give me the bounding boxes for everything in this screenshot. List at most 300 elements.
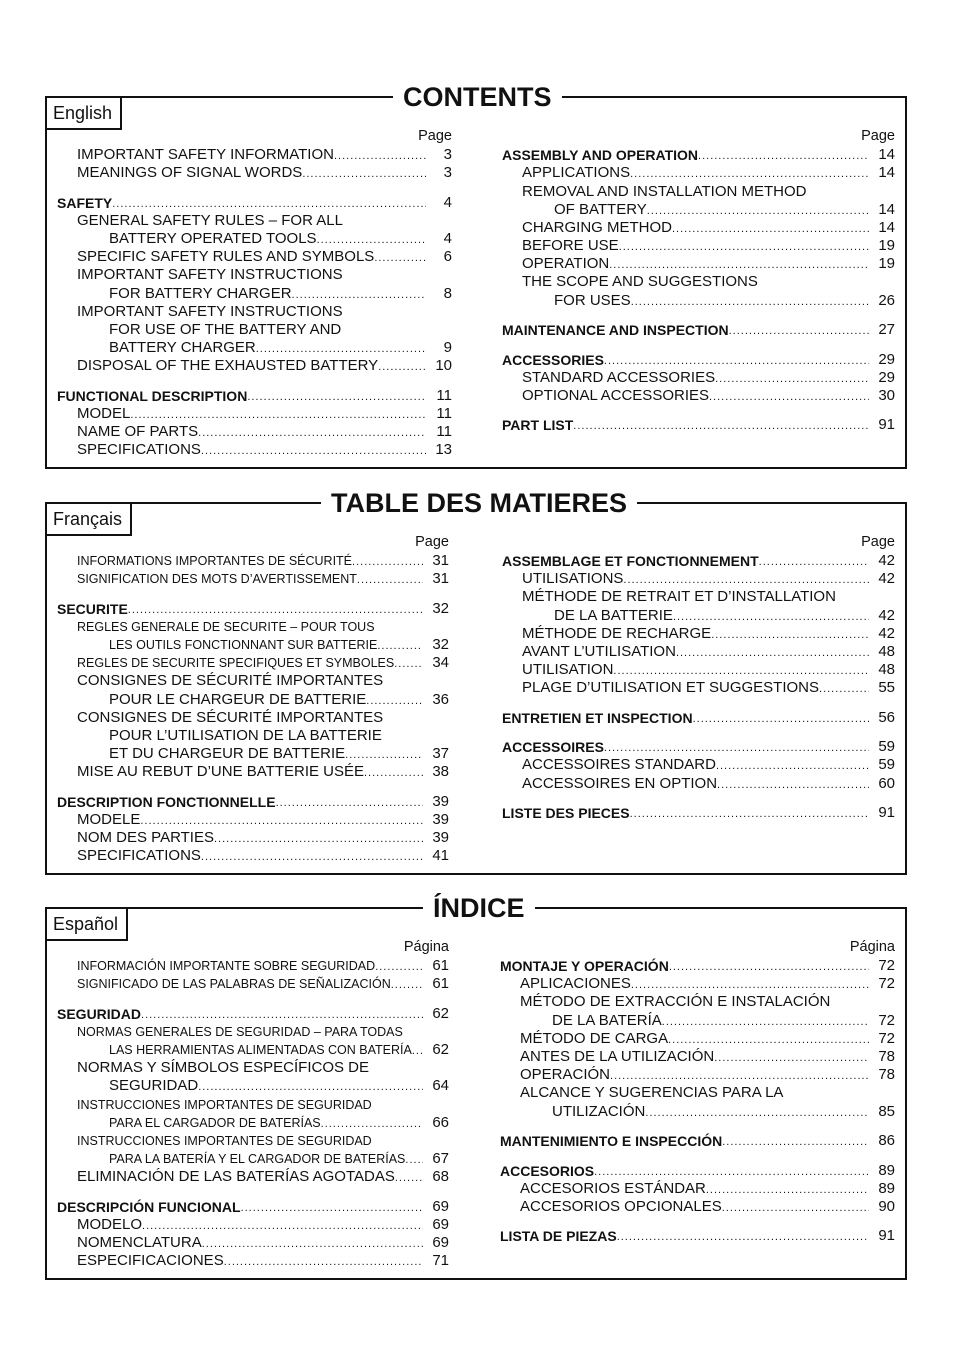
- toc-entry-page: 36: [432, 691, 449, 708]
- toc-entry-page: 78: [878, 1066, 895, 1083]
- toc-entry-title: INSTRUCCIONES IMPORTANTES DE SEGURIDAD: [77, 1134, 372, 1148]
- toc-entry-page: 39: [432, 829, 449, 846]
- toc-entry-title: INFORMACIÓN IMPORTANTE SOBRE SEGURIDAD: [77, 959, 376, 973]
- toc-entry-page: 59: [878, 738, 895, 755]
- toc-entry-page: 48: [878, 661, 895, 678]
- toc-entry-title: FOR USE OF THE BATTERY AND: [109, 321, 342, 338]
- toc-entry-specifications: [57, 847, 449, 865]
- toc-entry-title: MODEL: [77, 405, 131, 422]
- dot-leader: [383, 709, 423, 727]
- toc-entry-page: 61: [432, 975, 449, 992]
- toc-entry-title: LAS HERRAMIENTAS ALIMENTADAS CON BATERÍA: [109, 1043, 412, 1057]
- toc-entry-title: ACCESSOIRES STANDARD: [522, 756, 716, 773]
- toc-entry-alcance-y-sugerencias-para-la: [500, 1084, 895, 1102]
- page-column-label: Page: [861, 128, 895, 144]
- toc-entry-title: NORMAS GENERALES DE SEGURIDAD – PARA TODAS: [77, 1025, 403, 1039]
- toc-entry-utilisation: [502, 661, 895, 679]
- dot-leader: [669, 957, 869, 975]
- toc-entry-before-use: [502, 237, 895, 255]
- dot-leader: [256, 339, 426, 357]
- toc-entry-page: [869, 588, 895, 606]
- toc-entry-meanings-of-signal-words: [57, 164, 452, 182]
- toc-entry-important-safety-instructions: [57, 303, 452, 321]
- dot-leader: [198, 423, 426, 441]
- toc-entry-page: 14: [878, 164, 895, 181]
- dot-leader: [630, 164, 869, 182]
- toc-entry-title: DESCRIPCIÓN FUNCIONAL: [57, 1199, 241, 1215]
- toc-entry-page: 32: [432, 600, 449, 617]
- toc-entry-specific-safety-rules-and-symbols: [57, 248, 452, 266]
- dot-leader: [321, 1114, 423, 1132]
- dot-leader: [662, 1012, 869, 1030]
- toc-entry-pour-l-utilisation-de-la-batterie: [57, 727, 449, 745]
- toc-entry-title: SAFETY: [57, 195, 113, 211]
- toc-entry-disposal-of-the-exhausted-battery: [57, 357, 452, 375]
- dot-leader: [819, 679, 869, 697]
- toc-entry-normas-generales-de-seguridad-para-todas: [57, 1023, 449, 1041]
- toc-entry-page: 59: [878, 756, 895, 773]
- toc-entry-page: 31: [432, 570, 449, 587]
- toc-entry-title: SEGURIDAD: [109, 1077, 199, 1094]
- toc-entry-page: 68: [432, 1168, 449, 1185]
- toc-right-column: [500, 937, 895, 1277]
- dot-leader: [610, 1066, 869, 1084]
- toc-entry-page: 13: [435, 441, 452, 458]
- toc-entry-page: [426, 321, 452, 339]
- toc-entry-title: IMPORTANT SAFETY INSTRUCTIONS: [77, 266, 343, 283]
- toc-entry-title: NAME OF PARTS: [77, 423, 199, 440]
- toc-entry-utilizacion: [500, 1103, 895, 1121]
- toc-entry-page: 29: [878, 351, 895, 368]
- toc-entry-instrucciones-importantes-de-seguridad: [57, 1096, 449, 1114]
- toc-entry-title: LES OUTILS FONCTIONNANT SUR BATTERIE: [109, 638, 378, 652]
- dot-leader: [372, 1132, 423, 1150]
- toc-entry-descripcion-funcional: [57, 1198, 449, 1216]
- dot-leader: [395, 1168, 423, 1186]
- toc-entry-title: ACCESSORIES: [502, 352, 604, 368]
- dot-leader: [341, 321, 426, 339]
- language-label: Français: [47, 504, 132, 536]
- toc-entry-title: IMPORTANT SAFETY INSTRUCTIONS: [77, 303, 343, 320]
- toc-entry-normas-y-simbolos-especificos-de: [57, 1059, 449, 1077]
- toc-entry-page: 26: [878, 292, 895, 309]
- dot-leader: [759, 552, 869, 570]
- toc-entry-title: MODELO: [77, 1216, 143, 1233]
- dot-leader: [722, 1198, 869, 1216]
- toc-entry-page: 41: [432, 847, 449, 864]
- toc-entry-title: MAINTENANCE AND INSPECTION: [502, 322, 729, 338]
- toc-entry-page: 67: [432, 1150, 449, 1167]
- toc-entry-title: GENERAL SAFETY RULES – FOR ALL: [77, 212, 343, 229]
- toc-entry-les-outils-fonctionnant-sur-batterie: [57, 636, 449, 654]
- toc-entry-title: CONSIGNES DE SÉCURITÉ IMPORTANTES: [77, 672, 384, 689]
- toc-entry-title: AVANT L’UTILISATION: [522, 643, 676, 660]
- toc-entry-title: CHARGING METHOD: [522, 219, 672, 236]
- dot-leader: [717, 775, 869, 793]
- language-label: Español: [47, 909, 128, 941]
- toc-entry-title: SPECIFIC SAFETY RULES AND SYMBOLS: [77, 248, 375, 265]
- toc-entry-for-use-of-the-battery-and: [57, 321, 452, 339]
- toc-entry-page: 11: [436, 423, 452, 440]
- toc-entry-page: 38: [432, 763, 449, 780]
- dot-leader: [594, 1162, 869, 1180]
- toc-entry-title: NOMENCLATURA: [77, 1234, 202, 1251]
- toc-entry-utilisations: [502, 570, 895, 588]
- toc-entry-title: DISPOSAL OF THE EXHAUSTED BATTERY: [77, 357, 379, 374]
- toc-entry-title: MÉTHODE DE RECHARGE: [522, 625, 712, 642]
- toc-entry-page: 72: [878, 975, 895, 992]
- toc-entry-page: 69: [432, 1234, 449, 1251]
- toc-entry-page: 32: [432, 636, 449, 653]
- toc-entry-title: INSTRUCCIONES IMPORTANTES DE SEGURIDAD: [77, 1098, 372, 1112]
- toc-entry-model: [57, 405, 452, 423]
- toc-entry-title: ALCANCE Y SUGERENCIAS PARA LA: [520, 1084, 784, 1101]
- toc-entry-page: 69: [432, 1216, 449, 1233]
- dot-leader: [352, 552, 423, 570]
- dot-leader: [224, 1252, 423, 1270]
- page-column-label: Página: [849, 939, 895, 955]
- dot-leader: [112, 194, 426, 212]
- toc-entry-de-la-batterie: [502, 607, 895, 625]
- toc-entry-charging-method: [502, 219, 895, 237]
- toc-entry-methode-de-recharge: [502, 625, 895, 643]
- dot-leader: [836, 588, 869, 606]
- dot-leader: [366, 691, 423, 709]
- dot-leader: [711, 625, 869, 643]
- dot-leader: [141, 1005, 423, 1023]
- toc-entry-plage-d-utilisation-et-suggestions: [502, 679, 895, 697]
- dot-leader: [369, 1059, 423, 1077]
- toc-entry-montaje-y-operacion: [500, 957, 895, 975]
- toc-entry-title: INFORMATIONS IMPORTANTES DE SÉCURITÉ: [77, 554, 353, 568]
- toc-entry-seguridad: [57, 1077, 449, 1095]
- dot-leader: [698, 146, 869, 164]
- toc-entry-title: ACCESSOIRES: [502, 739, 604, 755]
- dot-leader: [364, 763, 423, 781]
- toc-entry-page: 39: [432, 811, 449, 828]
- dot-leader: [619, 237, 869, 255]
- toc-entry-title: ACCESSOIRES EN OPTION: [522, 775, 718, 792]
- toc-entry-page: 6: [443, 248, 452, 265]
- toc-entry-accessoires-standard: [502, 756, 895, 774]
- toc-entry-avant-l-utilisation: [502, 643, 895, 661]
- toc-entry-optional-accessories: [502, 387, 895, 405]
- toc-entry-page: 3: [443, 164, 452, 181]
- toc-entry-informacion-importante-sobre-seguridad: [57, 957, 449, 975]
- dot-leader: [647, 201, 869, 219]
- toc-entry-page: 9: [443, 339, 452, 356]
- toc-entry-page: 42: [878, 607, 895, 624]
- toc-entry-aplicaciones: [500, 975, 895, 993]
- toc-entry-functional-description: [57, 387, 452, 405]
- toc-entry-page: 85: [878, 1103, 895, 1120]
- toc-entry-title: OPERACIÓN: [520, 1066, 611, 1083]
- toc-entry-title: MISE AU REBUT D’UNE BATTERIE USÉE: [77, 763, 364, 780]
- dot-leader: [412, 1041, 423, 1059]
- dot-leader: [357, 570, 423, 588]
- toc-entry-page: [869, 993, 895, 1011]
- dot-leader: [715, 369, 869, 387]
- toc-entry-page: [869, 273, 895, 291]
- toc-entry-page: [426, 266, 452, 284]
- toc-left-column: [57, 126, 452, 466]
- dot-leader: [343, 212, 426, 230]
- dot-leader: [383, 672, 423, 690]
- dot-leader: [693, 709, 869, 727]
- toc-entry-battery-operated-tools: [57, 230, 452, 248]
- toc-entry-title: REMOVAL AND INSTALLATION METHOD: [522, 183, 807, 200]
- dot-leader: [673, 607, 869, 625]
- toc-entry-page: 37: [432, 745, 449, 762]
- toc-entry-important-safety-information: [57, 146, 452, 164]
- toc-entry-page: 55: [878, 679, 895, 696]
- toc-entry-methode-de-retrait-et-d-installation: [502, 588, 895, 606]
- toc-entry-title: NOM DES PARTIES: [77, 829, 214, 846]
- toc-entry-for-battery-charger: [57, 285, 452, 303]
- toc-entry-title: MÉTODO DE CARGA: [520, 1030, 669, 1047]
- toc-entry-entretien-et-inspection: [502, 709, 895, 727]
- toc-entry-title: PLAGE D’UTILISATION ET SUGGESTIONS: [522, 679, 820, 696]
- dot-leader: [292, 285, 426, 303]
- toc-entry-title: ACCESORIOS OPCIONALES: [520, 1198, 722, 1215]
- toc-entry-title: FUNCTIONAL DESCRIPTION: [57, 388, 248, 404]
- dot-leader: [604, 351, 869, 369]
- toc-entry-eliminacion-de-las-baterias-agotadas: [57, 1168, 449, 1186]
- toc-entry-page: 42: [878, 625, 895, 642]
- dot-leader: [375, 957, 423, 975]
- toc-section-french: [45, 488, 907, 875]
- toc-entry-page: 64: [432, 1077, 449, 1094]
- toc-entry-page: 72: [878, 957, 895, 974]
- toc-entry-page: 29: [878, 369, 895, 386]
- toc-entry-operation: [502, 255, 895, 273]
- toc-entry-page: 39: [432, 793, 449, 810]
- dot-leader: [382, 727, 423, 745]
- toc-entry-regles-de-securite-specifiques-et-symboles: [57, 654, 449, 672]
- dot-leader: [343, 266, 426, 284]
- dot-leader: [391, 975, 423, 993]
- toc-entry-operacion: [500, 1066, 895, 1084]
- page-column-label: Page: [418, 128, 452, 144]
- dot-leader: [623, 570, 869, 588]
- toc-entry-title: APLICACIONES: [520, 975, 631, 992]
- dot-leader: [405, 1150, 423, 1168]
- toc-entry-title: PART LIST: [502, 417, 574, 433]
- toc-entry-assembly-and-operation: [502, 146, 895, 164]
- toc-section-english: [45, 82, 907, 469]
- toc-entry-page: 62: [432, 1041, 449, 1058]
- dot-leader: [630, 804, 869, 822]
- toc-entry-page: 34: [432, 654, 449, 671]
- dot-leader: [372, 1096, 423, 1114]
- toc-entry-pour-le-chargeur-de-batterie: [57, 691, 449, 709]
- dot-leader: [714, 1048, 869, 1066]
- dot-leader: [403, 1023, 423, 1041]
- toc-entry-title: SPECIFICATIONS: [77, 441, 201, 458]
- dot-leader: [729, 321, 869, 339]
- toc-entry-title: REGLES DE SECURITE SPECIFIQUES ET SYMBOLES: [77, 656, 395, 670]
- dot-leader: [374, 248, 426, 266]
- toc-entry-consignes-de-securite-importantes: [57, 709, 449, 727]
- toc-entry-page: 11: [436, 405, 452, 422]
- toc-entry-page: 42: [878, 570, 895, 587]
- dot-leader: [142, 1216, 423, 1234]
- toc-entry-accessories: [502, 351, 895, 369]
- toc-entry-mise-au-rebut-d-une-batterie-usee: [57, 763, 449, 781]
- toc-entry-title: STANDARD ACCESSORIES: [522, 369, 716, 386]
- toc-entry-securite: [57, 600, 449, 618]
- toc-entry-page: 14: [878, 201, 895, 218]
- toc-entry-page: 72: [878, 1030, 895, 1047]
- toc-entry-consignes-de-securite-importantes: [57, 672, 449, 690]
- toc-entry-page: 72: [878, 1012, 895, 1029]
- toc-entry-title: SIGNIFICADO DE LAS PALABRAS DE SEÑALIZACIÓN: [77, 977, 391, 991]
- page-column-label: Page: [861, 534, 895, 550]
- dot-leader: [343, 303, 426, 321]
- toc-entry-title: NORMAS Y SÍMBOLOS ESPECÍFICOS DE: [77, 1059, 370, 1076]
- toc-entry-title: FOR USES: [554, 292, 631, 309]
- dot-leader: [128, 600, 423, 618]
- toc-left-column: [57, 532, 449, 872]
- dot-leader: [631, 975, 869, 993]
- dot-leader: [198, 1077, 423, 1095]
- toc-entry-title: SIGNIFICATION DES MOTS D’AVERTISSEMENT: [77, 572, 357, 586]
- toc-entry-page: 4: [443, 194, 452, 211]
- toc-entry-page: 91: [878, 416, 895, 433]
- toc-entry-page: 62: [432, 1005, 449, 1022]
- dot-leader: [722, 1132, 869, 1150]
- toc-entry-specifications: [57, 441, 452, 459]
- dot-leader: [140, 811, 423, 829]
- section-title: ÍNDICE: [423, 893, 535, 923]
- toc-entry-para-el-cargador-de-baterias: [57, 1114, 449, 1132]
- toc-entry-title: OPTIONAL ACCESSORIES: [522, 387, 709, 404]
- toc-entry-title: LISTA DE PIEZAS: [500, 1228, 617, 1244]
- toc-entry-title: FOR BATTERY CHARGER: [109, 285, 292, 302]
- toc-entry-title: UTILISATIONS: [522, 570, 624, 587]
- toc-entry-accessoires-en-option: [502, 775, 895, 793]
- toc-entry-title: MÉTHODE DE RETRAIT ET D’INSTALLATION: [522, 588, 836, 605]
- toc-entry-page: [423, 1096, 449, 1114]
- toc-entry-page: [423, 1059, 449, 1077]
- toc-entry-page: [423, 1132, 449, 1150]
- toc-entry-page: 8: [443, 285, 452, 302]
- toc-right-column: [502, 126, 895, 466]
- toc-entry-title: CONSIGNES DE SÉCURITÉ IMPORTANTES: [77, 709, 384, 726]
- toc-entry-page: 78: [878, 1048, 895, 1065]
- toc-entry-part-list: [502, 416, 895, 434]
- toc-entry-mantenimiento-e-inspeccion: [500, 1132, 895, 1150]
- toc-entry-applications: [502, 164, 895, 182]
- toc-entry-title: SPECIFICATIONS: [77, 847, 201, 864]
- toc-entry-page: 14: [878, 146, 895, 163]
- toc-entry-title: BEFORE USE: [522, 237, 619, 254]
- dot-leader: [201, 441, 426, 459]
- toc-entry-title: PARA LA BATERÍA Y EL CARGADOR DE BATERÍAS: [109, 1152, 406, 1166]
- toc-entry-title: THE SCOPE AND SUGGESTIONS: [522, 273, 758, 290]
- toc-entry-title: ASSEMBLY AND OPERATION: [502, 147, 699, 163]
- toc-entry-liste-des-pieces: [502, 804, 895, 822]
- dot-leader: [201, 847, 423, 865]
- toc-entry-title: ANTES DE LA UTILIZACIÓN: [520, 1048, 715, 1065]
- toc-entry-assemblage-et-fonctionnement: [502, 552, 895, 570]
- toc-entry-page: [423, 672, 449, 690]
- dot-leader: [214, 829, 423, 847]
- toc-entry-modelo: [57, 1216, 449, 1234]
- dot-leader: [604, 738, 869, 756]
- dot-leader: [706, 1180, 869, 1198]
- toc-entry-safety: [57, 194, 452, 212]
- dot-leader: [394, 654, 423, 672]
- toc-entry-title: OPERATION: [522, 255, 610, 272]
- toc-entry-accesorios-opcionales: [500, 1198, 895, 1216]
- dot-leader: [317, 230, 426, 248]
- toc-entry-metodo-de-carga: [500, 1030, 895, 1048]
- toc-entry-page: 71: [432, 1252, 449, 1269]
- dot-leader: [202, 1234, 423, 1252]
- toc-entry-title: MEANINGS OF SIGNAL WORDS: [77, 164, 303, 181]
- toc-entry-page: [423, 727, 449, 745]
- toc-entry-page: 19: [878, 255, 895, 272]
- toc-entry-title: DESCRIPTION FONCTIONNELLE: [57, 794, 276, 810]
- toc-entry-nom-des-parties: [57, 829, 449, 847]
- dot-leader: [617, 1227, 869, 1245]
- toc-entry-accessoires: [502, 738, 895, 756]
- toc-entry-antes-de-la-utilizacion: [500, 1048, 895, 1066]
- toc-entry-title: POUR LE CHARGEUR DE BATTERIE: [109, 691, 367, 708]
- toc-entry-title: ACCESORIOS: [500, 1163, 595, 1179]
- dot-leader: [345, 745, 423, 763]
- toc-entry-title: DE LA BATTERIE: [554, 607, 673, 624]
- toc-entry-page: 69: [432, 1198, 449, 1215]
- toc-entry-title: ENTRETIEN ET INSPECTION: [502, 710, 693, 726]
- dot-leader: [377, 636, 423, 654]
- toc-entry-page: 14: [878, 219, 895, 236]
- toc-entry-title: UTILISATION: [522, 661, 614, 678]
- toc-left-column: [57, 937, 449, 1277]
- toc-entry-of-battery: [502, 201, 895, 219]
- toc-entry-title: ET DU CHARGEUR DE BATTERIE: [109, 745, 346, 762]
- dot-leader: [758, 273, 869, 291]
- toc-entry-title: APPLICATIONS: [522, 164, 631, 181]
- toc-entry-page: 48: [878, 643, 895, 660]
- dot-leader: [375, 618, 423, 636]
- toc-entry-title: IMPORTANT SAFETY INFORMATION: [77, 146, 334, 163]
- toc-entry-seguridad: [57, 1005, 449, 1023]
- toc-entry-battery-charger: [57, 339, 452, 357]
- dot-leader: [609, 255, 869, 273]
- toc-entry-page: [426, 212, 452, 230]
- toc-entry-page: 61: [432, 957, 449, 974]
- toc-entry-title: MODELE: [77, 811, 141, 828]
- section-title: TABLE DES MATIERES: [321, 488, 637, 518]
- toc-entry-accesorios-estandar: [500, 1180, 895, 1198]
- toc-entry-title: MANTENIMIENTO E INSPECCIÓN: [500, 1133, 723, 1149]
- dot-leader: [783, 1084, 869, 1102]
- toc-entry-title: DE LA BATERÍA: [552, 1012, 662, 1029]
- toc-entry-for-uses: [502, 292, 895, 310]
- toc-entry-page: 89: [878, 1162, 895, 1179]
- toc-entry-lista-de-piezas: [500, 1227, 895, 1245]
- toc-entry-page: 4: [443, 230, 452, 247]
- language-label: English: [47, 98, 122, 130]
- dot-leader: [672, 219, 869, 237]
- toc-entry-para-la-bateria-y-el-cargador-de-baterias: [57, 1150, 449, 1168]
- toc-entry-significado-de-las-palabras-de-senalizacion: [57, 975, 449, 993]
- dot-leader: [807, 183, 870, 201]
- toc-entry-page: 60: [878, 775, 895, 792]
- toc-entry-informations-importantes-de-securite: [57, 552, 449, 570]
